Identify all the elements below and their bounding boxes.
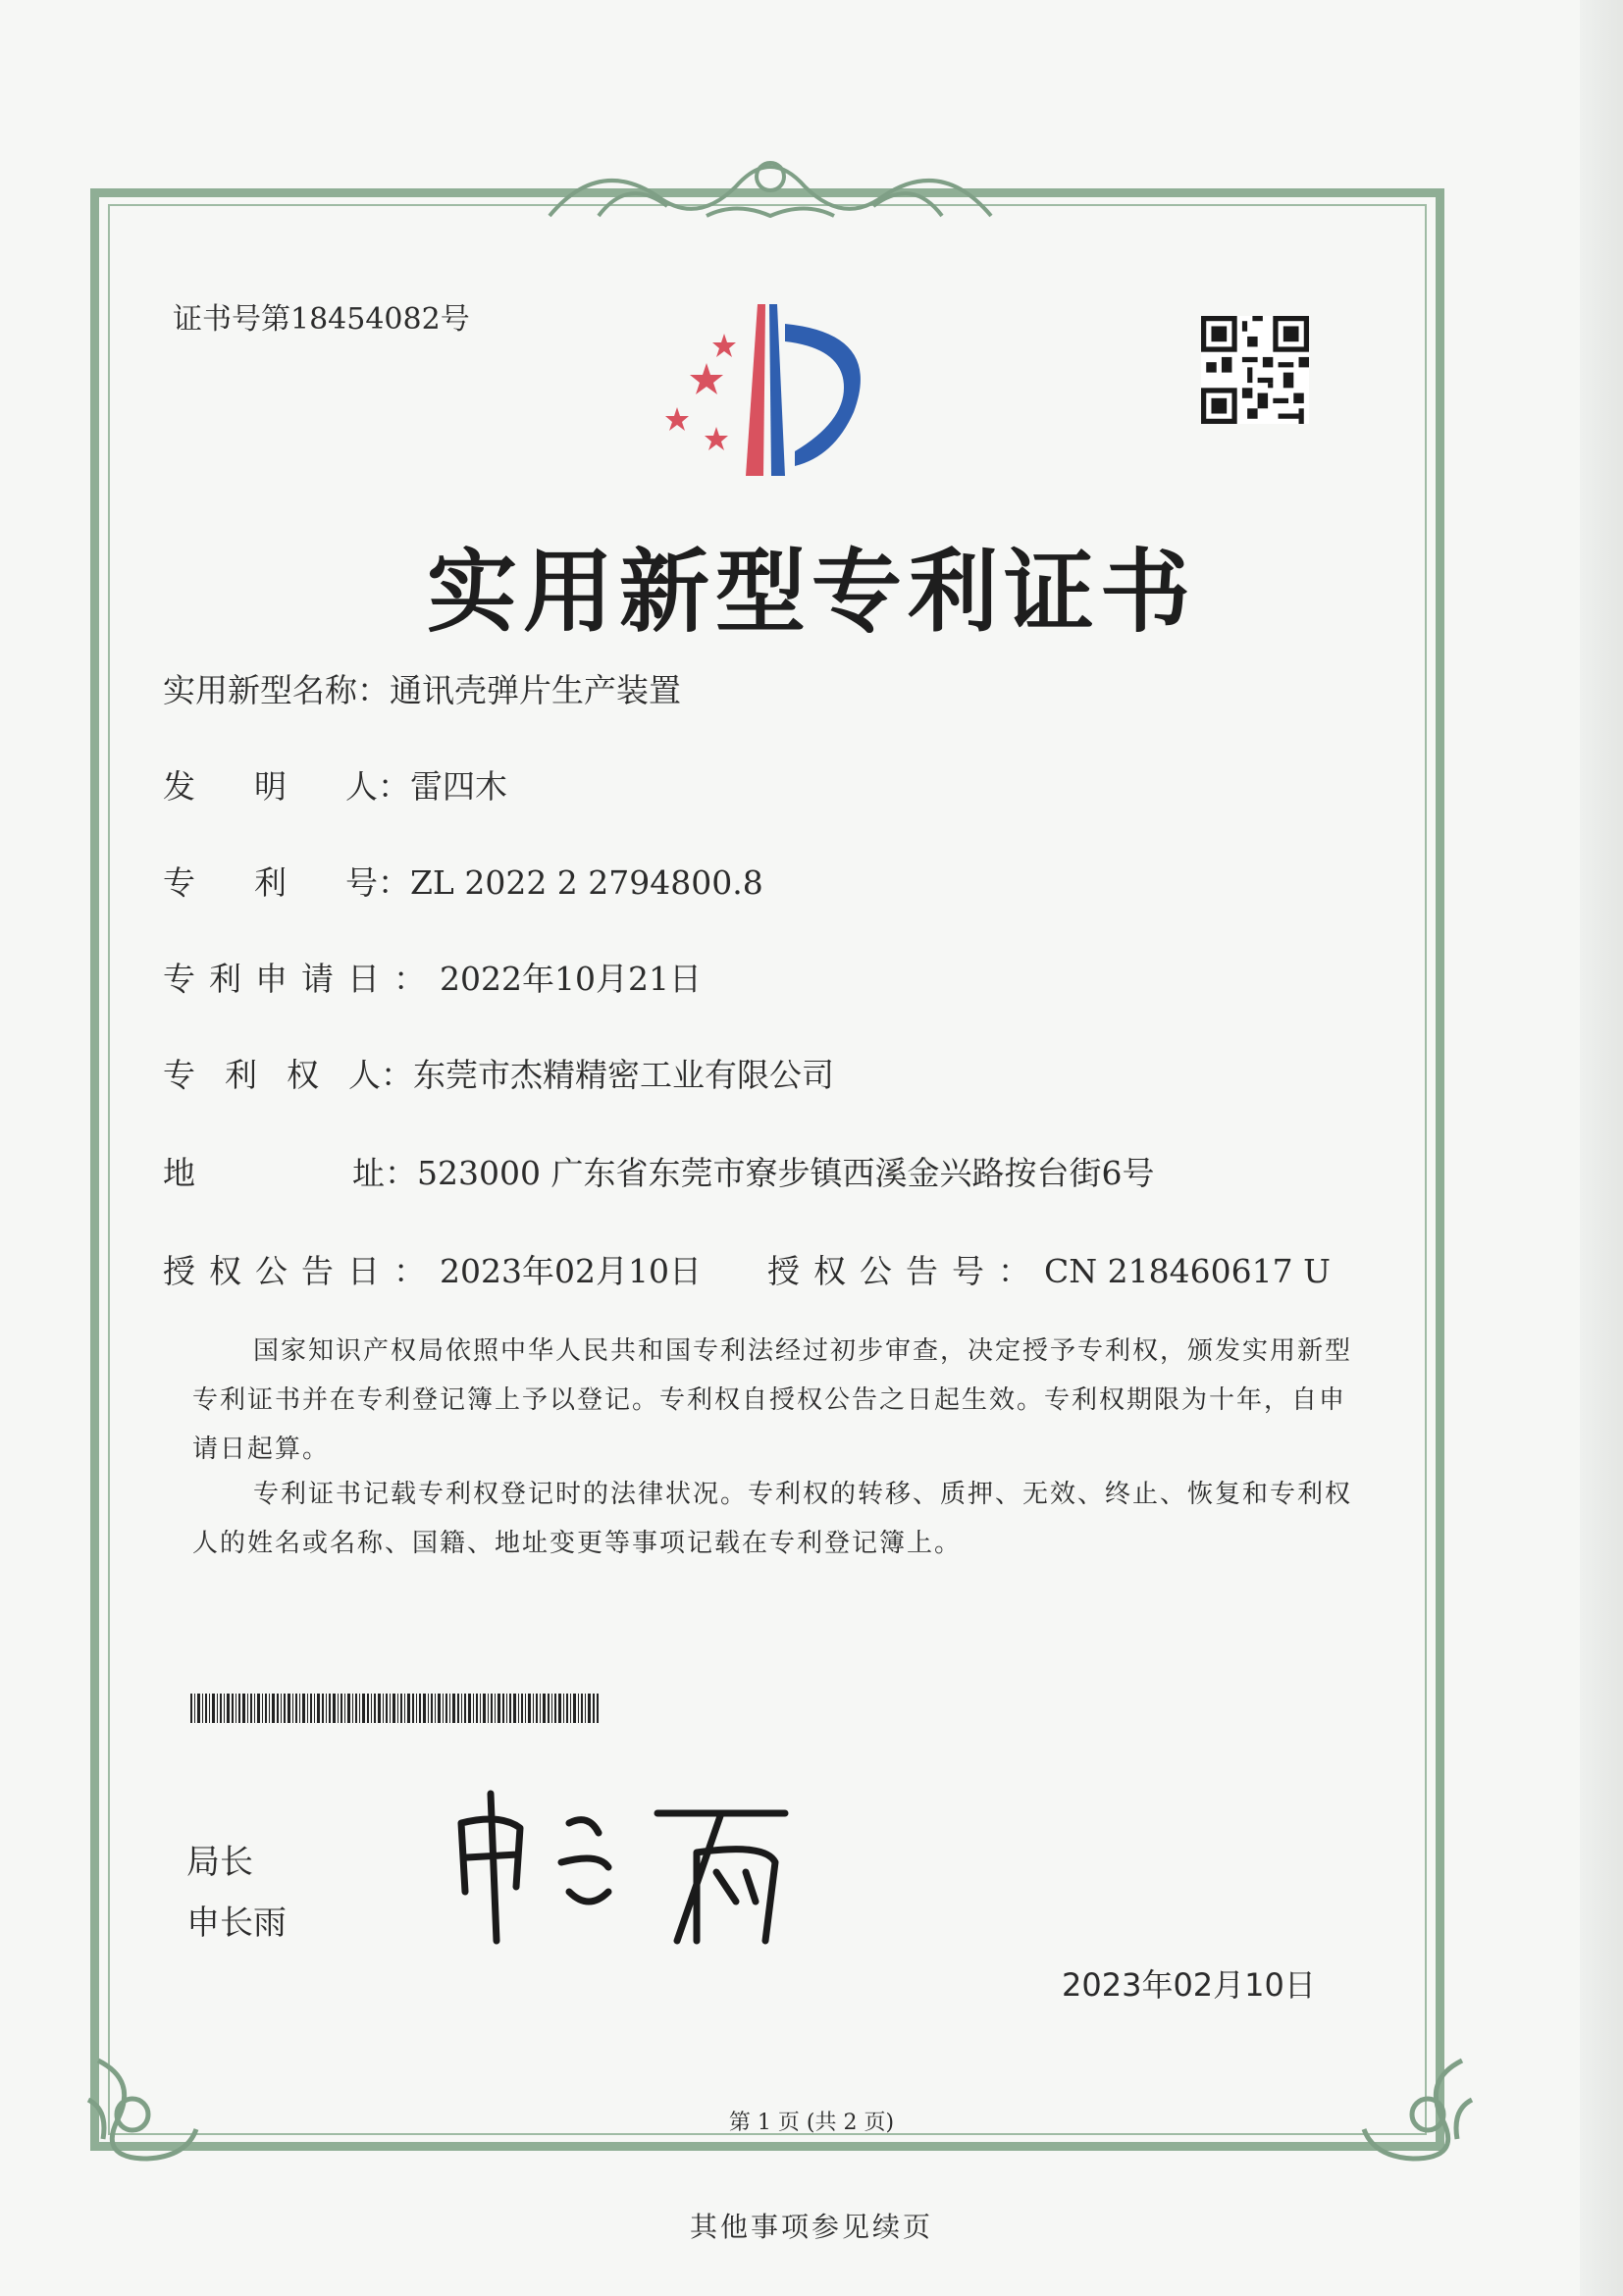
- certificate-title: 实用新型专利证书: [426, 540, 1196, 645]
- field-label: 专利号：: [163, 863, 410, 902]
- field-address: [163, 1148, 1154, 1194]
- qr-code-icon: [1201, 316, 1309, 424]
- field-label: 专利权人：: [163, 1056, 413, 1094]
- field-label: 授权公告号：: [767, 1252, 1044, 1290]
- notice-paragraph: 专利证书记载专利权登记时的法律状况。专利权的转移、质押、无效、终止、恢复和专利权人的姓名或名称、国籍、地址变更等事项记载在专利登记簿上。: [192, 1480, 1353, 1558]
- field-inventor: [163, 761, 507, 808]
- issue-date: 2023年02月10日: [1062, 1966, 1316, 2004]
- field-label: 发明人：: [163, 767, 410, 806]
- field-value: 2023年02月10日: [440, 1252, 702, 1290]
- field-label: 地址：: [163, 1154, 417, 1192]
- field-patentee: [163, 1050, 834, 1096]
- field-grant-announcement-number: [767, 1246, 1331, 1292]
- notice-paragraph: 国家知识产权局依照中华人民共和国专利法经过初步审查，决定授予专利权，颁发实用新型专利证书并在专利登记簿上予以登记。专利权自授权公告之日起生效。专利权期限为十年，自申请日起算。: [192, 1336, 1353, 1464]
- top-ornament-icon: [540, 147, 1001, 231]
- field-application-date: [163, 954, 702, 1000]
- certificate-number: 证书号第18454082号: [173, 302, 470, 337]
- field-utility-model-name: [163, 665, 681, 711]
- field-value: CN 218460617 U: [1044, 1252, 1331, 1290]
- field-patent-number: [163, 858, 763, 904]
- field-value: 通讯壳弹片生产装置: [390, 671, 681, 709]
- director-signature-icon: [451, 1774, 805, 1951]
- field-value: 523000 广东省东莞市寮步镇西溪金兴路按台街6号: [417, 1154, 1155, 1192]
- cnipa-emblem-icon: [648, 294, 893, 491]
- field-value: 雷四木: [410, 767, 507, 806]
- director-title: 局长: [186, 1843, 253, 1882]
- field-value: 东莞市杰精精密工业有限公司: [413, 1056, 834, 1094]
- field-label: 专利申请日：: [163, 960, 440, 998]
- field-value: ZL 2022 2 2794800.8: [410, 863, 763, 902]
- director-name: 申长雨: [186, 1904, 287, 1943]
- scan-edge: [1580, 0, 1623, 2296]
- see-next-page: 其他事项参见续页: [689, 2211, 933, 2243]
- field-label: 授权公告日：: [163, 1252, 440, 1290]
- page-number: 第 1 页 (共 2 页): [728, 2111, 895, 2135]
- field-label: 实用新型名称：: [163, 671, 390, 709]
- barcode-icon: [190, 1694, 599, 1723]
- field-value: 2022年10月21日: [440, 960, 702, 998]
- field-grant-announcement-date: [163, 1246, 702, 1292]
